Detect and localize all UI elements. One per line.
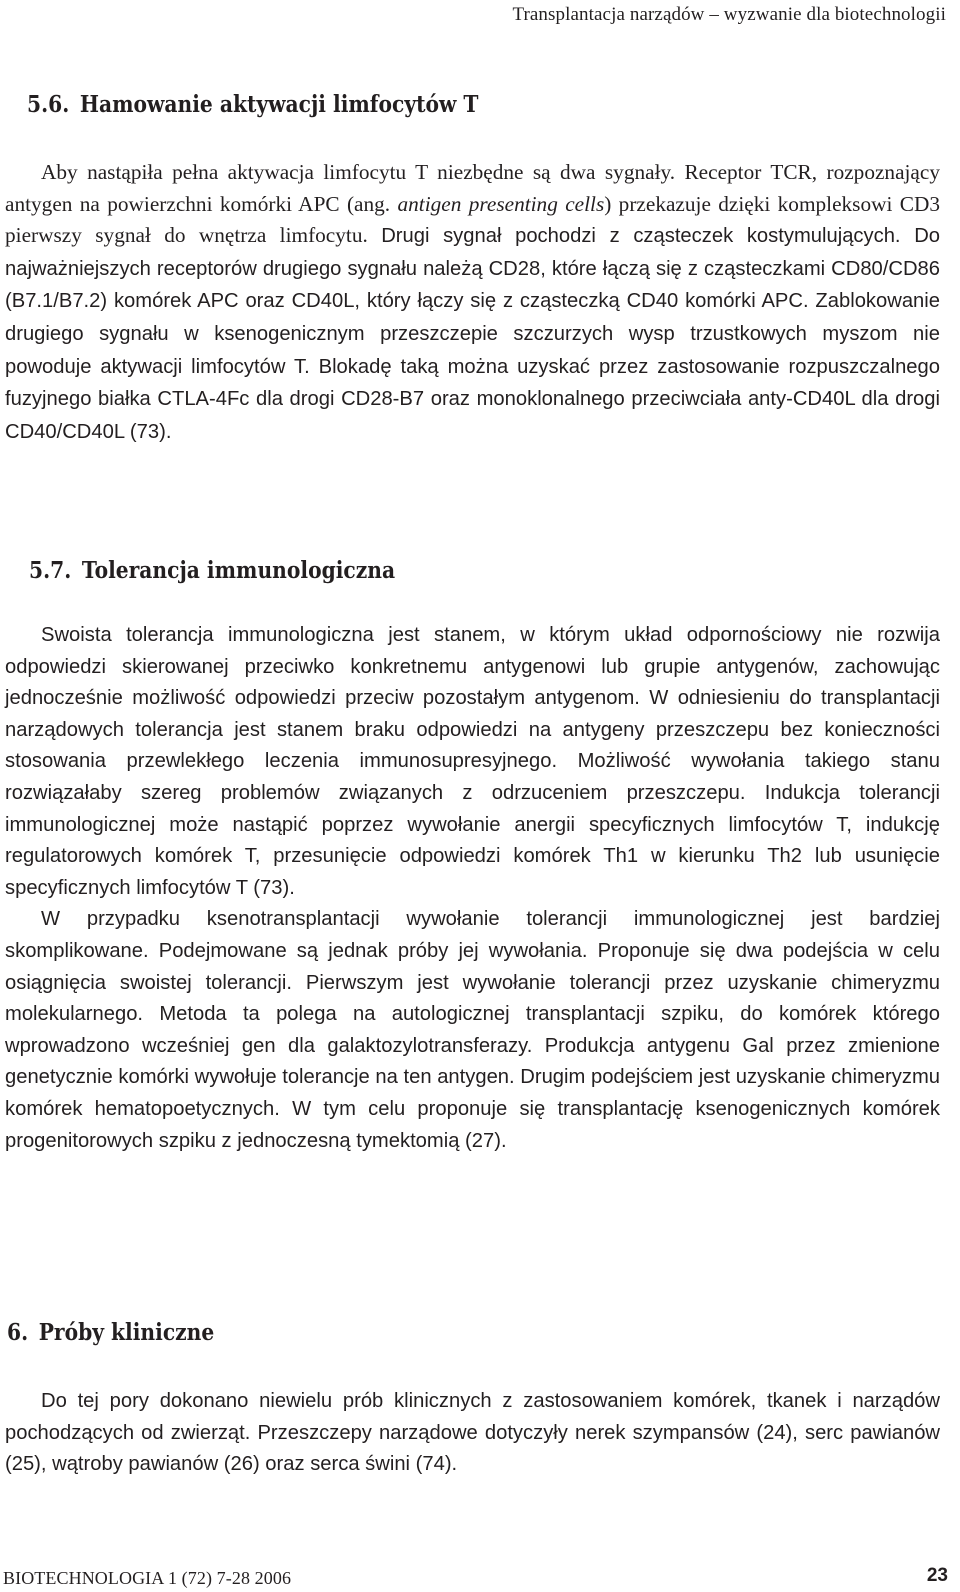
paragraph-text: ) przekazuje dzięki kompleksowi CD3 pierwszy sygnał do wnętrza limfocytu. bbox=[5, 191, 940, 248]
paragraph: Do tej pory dokonano niewielu prób klinicznych z zastosowaniem komórek, tkanek i narządów pochodzących od zwierząt. Przeszczepy narządowe dotyczyły nerek szympansów (24), serc pawianów (25), wątroby pawianów (26) oraz serca świni (74). bbox=[5, 1390, 940, 1476]
section-title: Próby kliniczne bbox=[38, 1319, 215, 1346]
italic-term: antigen presenting cells bbox=[397, 191, 605, 216]
section-title: Tolerancja immunologiczna bbox=[81, 557, 396, 584]
section-heading-6 bbox=[7, 1319, 214, 1346]
paragraph: W przypadku ksenotransplantacji wywołanie tolerancji immunologicznej jest bardziej skomplikowane. Podejmowane są jednak próby jej wywołania. Proponuje się dwa podejścia w celu osiągnięcia swoistej tolerancji. Pierwszym jest wywołanie tolerancji przez uzyskanie chimeryzmu molekularnego. Metoda ta polega na autologicznej transplantacji szpiku, do komórek którego wprowadzono wcześniej gen dla galaktozylotransferazy. Produkcja antygenu Gal przez zmienione genetycznie komórki wywołuje tolerancje na ten antygen. Drugim podejściem jest uzyskanie chimeryzmu komórek hematopoetycznych. W tym celu proponuje się transplantację ksenogenicznych komórek progenitorowych szpiku z jednoczesną tymektomią (27). bbox=[5, 908, 940, 1152]
section-5-7-body bbox=[5, 620, 940, 1157]
journal-citation: BIOTECHNOLOGIA 1 (72) 7-28 2006 bbox=[3, 1568, 292, 1588]
section-number: 5.6. bbox=[27, 91, 70, 118]
section-heading-5-7 bbox=[29, 557, 395, 584]
paragraph bbox=[5, 157, 940, 448]
section-6-body bbox=[5, 1386, 940, 1481]
paragraph-text-sans: Drugi sygnał pochodzi z cząsteczek kostymulujących. Do najważniejszych receptorów drugiego sygnału należą CD28, które łączą się z cząsteczkami CD80/CD86 (B7.1/B7.2) komórek APC oraz CD40L, który łączy się z cząsteczką CD40 komórki APC. Zablokowanie drugiego sygnału w ksenogenicznym przeszczepie szczurzych wysp trzustkowych myszom nie powoduje aktywacji limfocytów T. Blokadę taką można uzyskać przez zastosowanie rozpuszczalnego fuzyjnego białka CTLA-4Fc dla drogi CD28-B7 oraz monoklonalnego przeciwciała anty-CD40L dla drogi CD40/CD40L (73). bbox=[5, 225, 940, 443]
section-title: Hamowanie aktywacji limfocytów T bbox=[79, 91, 479, 118]
running-header: Transplantacja narządów – wyzwanie dla biotechnologii bbox=[512, 4, 946, 25]
section-heading-5-6 bbox=[27, 91, 478, 118]
page-number: 23 bbox=[926, 1565, 948, 1586]
paragraph: Swoista tolerancja immunologiczna jest stanem, w którym układ odpornościowy nie rozwija odpowiedzi skierowanej przeciwko konkretnemu antygenowi lub grupie antygenów, zachowując jednocześnie możliwość odpowiedzi przeciw pozostałym antygenom. W odniesieniu do transplantacji narządowych tolerancja jest stanem braku odpowiedzi na antygeny przeszczepu bez konieczności stosowania przewlekłego leczenia immunosupresyjnego. Możliwość wywołania takiego stanu rozwiązałaby szereg problemów związanych z odrzuceniem przeszczepu. Indukcja tolerancji immunologicznej może nastąpić poprzez wywołanie anergii specyficznych limfocytów T, indukcję regulatorowych komórek T, przesunięcie odpowiedzi komórek Th1 w kierunku Th2 lub usunięcie specyficznych limfocytów T (73). bbox=[5, 624, 940, 899]
paragraph-text: Aby nastąpiła pełna aktywacja limfocytu T niezbędne są dwa sygnały. Receptor TCR, rozpoznający antygen na powierzchni komórki APC (ang. bbox=[5, 160, 940, 216]
section-number: 5.7. bbox=[29, 557, 72, 584]
section-number: 6. bbox=[7, 1319, 29, 1346]
section-5-6-body bbox=[5, 157, 940, 448]
